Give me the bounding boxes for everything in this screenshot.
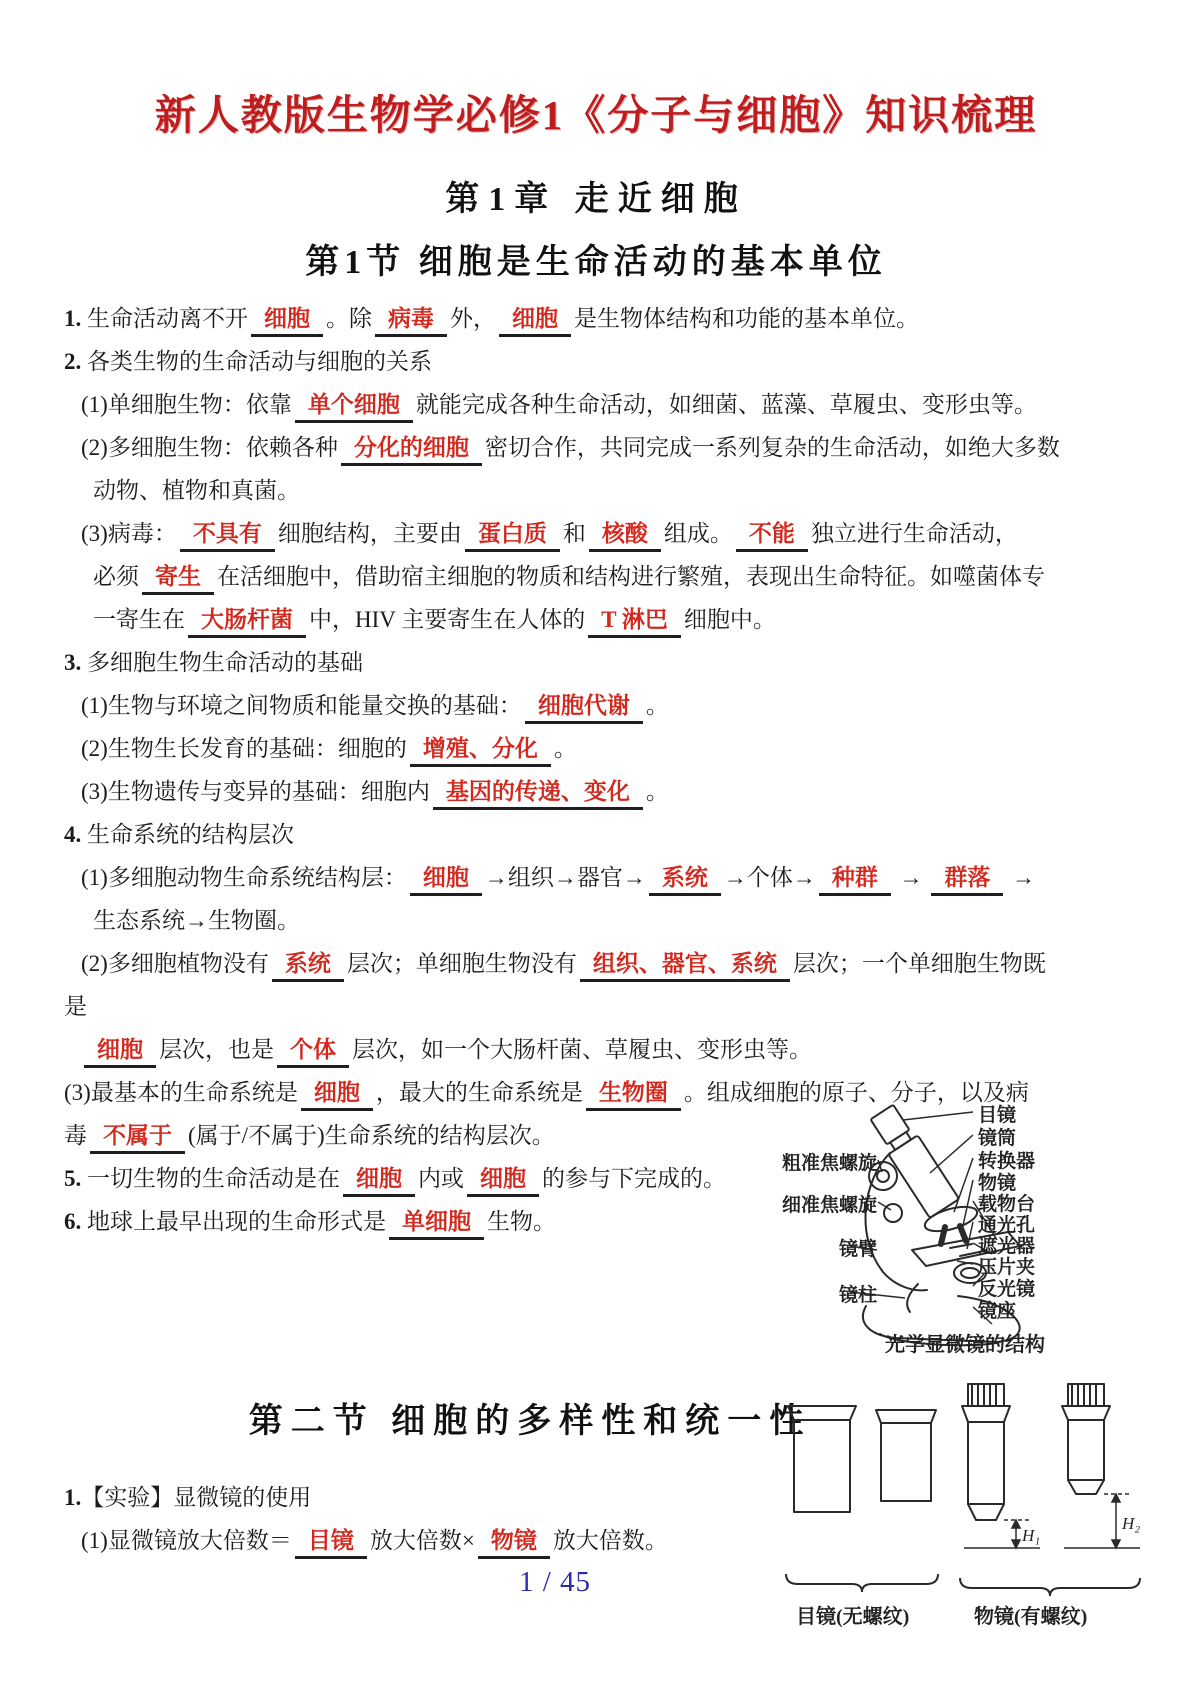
text-segment: 。 — [645, 693, 669, 718]
text-segment: 在活细胞中，借助宿主细胞的物质和结构进行繁殖，表现出生命特征。如噬菌体专 — [217, 564, 1045, 589]
fill-in-blank-answer: 细胞 — [410, 862, 482, 896]
microscope-label-pillar: 镜柱 — [838, 1285, 877, 1306]
fill-in-blank-answer: 细胞 — [251, 303, 323, 337]
text-segment: (1)显微镜放大倍数＝ — [81, 1528, 292, 1553]
text-segment: 就能完成各种生命活动，如细菌、蓝藻、草履虫、变形虫等。 — [415, 392, 1037, 417]
text-segment: 1. — [64, 306, 87, 331]
text-segment: 动物、植物和真菌。 — [93, 478, 300, 503]
text-segment: 一寄生在 — [93, 607, 185, 632]
fill-in-blank-answer: 物镜 — [478, 1525, 550, 1559]
text-segment: 细胞中。 — [683, 607, 776, 632]
fill-in-blank-answer: 目镜 — [295, 1525, 367, 1559]
text-line — [64, 383, 1152, 426]
fill-in-blank-answer: 病毒 — [375, 303, 447, 337]
chapter-1-heading: 第1章 走近细胞 — [445, 181, 747, 218]
text-segment: 细胞结构，主要由 — [277, 521, 462, 546]
text-line — [64, 770, 1152, 813]
eyepiece-1-shape — [788, 1406, 856, 1420]
fill-in-blank-answer: 系统 — [649, 862, 721, 896]
text-segment: 生物。 — [487, 1209, 556, 1234]
text-segment: ，最大的生命系统是 — [375, 1080, 583, 1105]
h1-label: H₁ — [1022, 1526, 1041, 1545]
text-segment: 中，HIV 主要寄生在人体的 — [309, 607, 586, 632]
text-segment: (1)生物与环境之间物质和能量交换的基础： — [81, 693, 522, 718]
eyepiece-2-shape — [876, 1410, 936, 1423]
text-segment: 。组成细胞的原子、分子，以及病 — [683, 1080, 1029, 1105]
text-segment: 。 — [645, 779, 669, 804]
text-segment: 层次，如一个大肠杆菌、草履虫、变形虫等。 — [352, 1037, 812, 1062]
text-segment: 各类生物的生命活动与细胞的关系 — [87, 349, 432, 374]
text-line — [64, 512, 1152, 555]
text-line — [64, 426, 1152, 469]
text-segment: 独立进行生命活动， — [810, 521, 1018, 546]
text-segment: (2)多细胞植物没有 — [81, 951, 269, 976]
text-segment: 1. — [64, 1485, 82, 1510]
text-segment: 。除 — [326, 306, 372, 331]
text-segment: (2)生物生长发育的基础：细胞的 — [81, 736, 407, 761]
text-segment: 生态系统→生物圈。 — [93, 908, 300, 933]
objective-1-shape — [962, 1384, 1010, 1520]
fill-in-blank-answer: 不具有 — [180, 518, 275, 552]
fill-in-blank-answer: 核酸 — [589, 518, 661, 552]
fill-in-blank-answer: 组织、器官、系统 — [580, 948, 790, 982]
text-line — [64, 340, 1152, 383]
text-line — [64, 813, 1152, 856]
text-line — [64, 469, 1152, 512]
text-segment: 外， — [450, 306, 496, 331]
text-segment: 3. — [64, 650, 87, 675]
text-segment: 多细胞生物生命活动的基础 — [87, 650, 363, 675]
text-segment: 。 — [553, 736, 577, 761]
fill-in-blank-answer: 寄生 — [142, 561, 214, 595]
objective-shape — [941, 1227, 945, 1244]
text-segment: 是 — [64, 994, 87, 1019]
text-segment: 层次；单细胞生物没有 — [346, 951, 577, 976]
microscope-label-fine-focus: 细准焦螺旋 — [781, 1195, 877, 1216]
fill-in-blank-answer: 蛋白质 — [465, 518, 560, 552]
text-segment: 是生物体结构和功能的基本单位。 — [574, 306, 919, 331]
text-segment: (属于/不属于)生命系统的结构层次。 — [188, 1123, 555, 1148]
doc-title: 新人教版生物学必修1《分子与细胞》知识梳理 — [154, 92, 1038, 138]
text-segment: 内或 — [418, 1166, 464, 1191]
microscope-label-diaphragm: 遮光器 — [978, 1236, 1036, 1257]
fill-in-blank-answer: 不能 — [736, 518, 808, 552]
text-segment: (3)病毒： — [81, 521, 177, 546]
h2-label: H₂ — [1122, 1514, 1141, 1533]
fill-in-blank-answer: 分化的细胞 — [341, 432, 482, 466]
text-line — [64, 942, 1152, 985]
text-segment: → — [1006, 865, 1036, 890]
fill-in-blank-answer: 细胞 — [467, 1163, 539, 1197]
text-line — [64, 684, 1152, 727]
text-segment: 6. — [64, 1209, 87, 1234]
text-line — [64, 727, 1152, 770]
text-segment: 密切合作，共同完成一系列复杂的生命活动，如绝大多数 — [484, 435, 1060, 460]
text-segment: 2. — [64, 349, 87, 374]
fill-in-blank-answer: 系统 — [272, 948, 344, 982]
text-segment: 生命活动离不开 — [87, 306, 248, 331]
text-line — [64, 856, 1152, 899]
objective-caption: 物镜(有螺纹) — [974, 1606, 1088, 1628]
text-line — [64, 297, 1152, 340]
text-segment: (3)最基本的生命系统是 — [64, 1080, 298, 1105]
objective-2-shape — [1062, 1384, 1110, 1494]
text-segment: 5. — [64, 1166, 87, 1191]
fill-in-blank-answer: 细胞 — [301, 1077, 373, 1111]
text-segment: 放大倍数。 — [552, 1528, 668, 1553]
microscope-label-objective: 物镜 — [978, 1173, 1017, 1194]
microscope-label-aperture: 通光孔 — [978, 1215, 1036, 1236]
text-segment: 组成。 — [663, 521, 733, 546]
section-1-heading: 第1节 细胞是生命活动的基本单位 — [305, 244, 887, 281]
microscope-figure-caption: 光学显微镜的结构 — [885, 1334, 1045, 1356]
fill-in-blank-answer: 增殖、分化 — [410, 733, 551, 767]
text-line — [64, 985, 1152, 1028]
fill-in-blank-answer: 大肠杆菌 — [188, 604, 306, 638]
text-segment: → — [893, 865, 929, 890]
text-segment: 层次；一个单细胞生物既 — [792, 951, 1046, 976]
text-segment: →个体→ — [723, 865, 816, 890]
fill-in-blank-answer: 不属于 — [90, 1120, 185, 1154]
microscope-label-clip: 压片夹 — [978, 1257, 1036, 1278]
text-line — [64, 1028, 1152, 1071]
text-segment: (2)多细胞生物：依赖各种 — [81, 435, 338, 460]
section-2-heading: 第二节 细胞的多样性和统一性 — [248, 1403, 812, 1440]
fill-in-blank-answer: 个体 — [277, 1034, 349, 1068]
fill-in-blank-answer: T 淋巴 — [588, 604, 681, 638]
text-segment: 放大倍数× — [369, 1528, 475, 1553]
text-line — [64, 641, 1152, 684]
eyepiece-brace-shape — [786, 1574, 938, 1592]
text-segment: 【实验】显微镜的使用 — [81, 1485, 312, 1510]
objective-brace-shape — [960, 1578, 1140, 1596]
text-segment: 地球上最早出现的生命形式是 — [87, 1209, 386, 1234]
text-segment: 层次，也是 — [159, 1037, 274, 1062]
text-segment: 4. — [64, 822, 87, 847]
eyepiece-caption: 目镜(无螺纹) — [796, 1606, 910, 1628]
microscope-figure — [755, 1098, 1192, 1372]
text-segment: (3)生物遗传与变异的基础：细胞内 — [81, 779, 430, 804]
microscope-label-nosepiece: 转换器 — [978, 1151, 1036, 1172]
text-segment: 必须 — [93, 564, 139, 589]
text-line — [64, 899, 1152, 942]
microscope-label-mirror: 反光镜 — [978, 1279, 1036, 1300]
lens-figure — [768, 1378, 1192, 1678]
text-line — [64, 598, 1152, 641]
fill-in-blank-answer: 细胞 — [84, 1034, 156, 1068]
fill-in-blank-answer: 细胞 — [343, 1163, 415, 1197]
text-segment: 和 — [562, 521, 586, 546]
text-segment: (1)多细胞动物生命系统结构层： — [81, 865, 407, 890]
page-indicator: 1 / 45 — [518, 1566, 592, 1598]
fill-in-blank-answer: 单个细胞 — [295, 389, 413, 423]
text-segment: 一切生物的生命活动是在 — [87, 1166, 340, 1191]
text-segment: →组织→器官→ — [484, 865, 646, 890]
fill-in-blank-answer: 生物圈 — [586, 1077, 681, 1111]
fill-in-blank-answer: 细胞 — [499, 303, 571, 337]
microscope-label-eyepiece: 目镜 — [978, 1105, 1017, 1126]
fill-in-blank-answer: 基因的传递、变化 — [433, 776, 643, 810]
microscope-label-tube: 镜筒 — [978, 1128, 1017, 1149]
text-segment: (1)单细胞生物：依靠 — [81, 392, 292, 417]
microscope-label-stage: 载物台 — [978, 1194, 1036, 1215]
text-line — [64, 555, 1152, 598]
text-segment: 生命系统的结构层次 — [87, 822, 294, 847]
text-segment: 毒 — [64, 1123, 87, 1148]
fill-in-blank-answer: 群落 — [931, 862, 1003, 896]
fill-in-blank-answer: 种群 — [819, 862, 891, 896]
text-segment: 的参与下完成的。 — [542, 1166, 726, 1191]
microscope-label-arm: 镜臂 — [838, 1239, 877, 1260]
microscope-label-base: 镜座 — [978, 1301, 1017, 1322]
fill-in-blank-answer: 单细胞 — [389, 1206, 484, 1240]
microscope-label-coarse-focus: 粗准焦螺旋 — [781, 1153, 877, 1174]
fill-in-blank-answer: 细胞代谢 — [525, 690, 643, 724]
